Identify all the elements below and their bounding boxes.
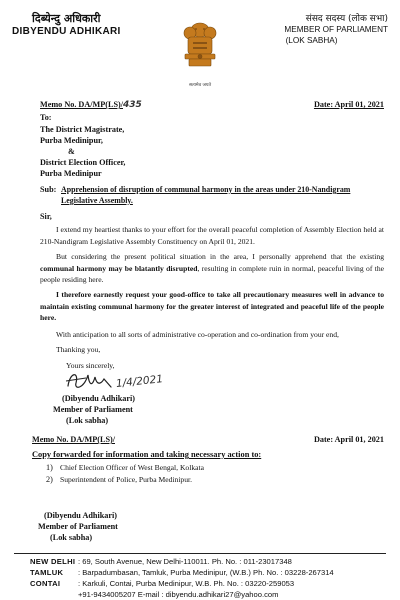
footer-divider xyxy=(14,553,386,554)
paragraph-4: With anticipation to all sorts of administrative co-operation and co-ordination from your end, xyxy=(56,330,339,339)
signature-name: (Dibyendu Adhikari) xyxy=(62,394,136,403)
recipient-to: To: xyxy=(40,113,52,122)
subject-label: Sub: xyxy=(40,185,57,194)
memo-number-text: Memo No. DA/MP(LS)/ xyxy=(40,100,123,109)
copy-item-1-number: 1) xyxy=(46,463,53,472)
signature-date-handwritten: 1/4/2021 xyxy=(115,373,164,390)
recipient-line-2: Purba Medinipur, xyxy=(40,136,103,145)
subject-line-1: Apprehension of disruption of communal harmony in the areas under 210-Nandigram xyxy=(61,185,351,194)
paragraph-3 xyxy=(40,289,384,324)
footer-label-new-delhi: NEW DELHI xyxy=(30,557,76,566)
recipient-line-4: District Election Officer, xyxy=(40,158,126,167)
header-title-line2: (LOK SABHA) xyxy=(285,36,338,45)
copy-item-2-text: Superintendent of Police, Purba Medinipur. xyxy=(60,475,193,484)
header-name-hindi: दिब्येन्दु अधिकारी xyxy=(32,12,101,25)
closing-line: Yours sincerely, xyxy=(66,361,115,370)
paragraph-2-end: , resulting in complete ruin in normal, peaceful living of the people residing here. xyxy=(40,263,385,285)
copy-item-1-text: Chief Election Officer of West Bengal, Kolkata xyxy=(60,463,204,472)
copy-memo-number: Memo No. DA/MP(LS)/ xyxy=(32,435,115,444)
footer-row-contai xyxy=(30,579,294,588)
copy-sign-title: Member of Parliament xyxy=(38,522,118,531)
copy-sign-name: (Dibyendu Adhikari) xyxy=(44,511,118,520)
signature xyxy=(64,367,116,393)
recipient-line-5: Purba Medinipur xyxy=(40,169,102,178)
paragraph-3-start: I therefore earnestly request your good-office to take all precautionary measures well in advance to xyxy=(56,290,384,299)
signature-title: Member of Parliament xyxy=(53,405,133,414)
thanking-line: Thanking you, xyxy=(56,345,101,354)
copy-item-2 xyxy=(46,474,192,485)
copy-memo-date: Date: April 01, 2021 xyxy=(313,435,384,444)
copy-item-2-number: 2) xyxy=(46,475,53,484)
memo-number-handwritten: 435 xyxy=(123,100,142,110)
footer-text-contai: : Karkuli, Contai, Purba Medinipur, W.B. Ph. No. : 03220-259053 xyxy=(78,579,295,588)
paragraph-2-emphasis: communal harmony may be blatantly disrupted xyxy=(40,263,198,273)
footer-text-tamluk: : Barpadumbasan, Tamluk, Purba Medinipur, (W.B.) Ph. No. : 03228-267314 xyxy=(78,568,334,577)
memo-number xyxy=(40,99,142,111)
emblem-motto: सत्यमेव जयते xyxy=(188,83,212,88)
paragraph-1: I extend my heartiest thanks to your effort for the overall peaceful completion of Assembly Election held at 210-Nandigram Legislative Assembly Constituency on April 01, 2021. xyxy=(40,225,384,246)
footer-label-contai: CONTAI xyxy=(30,579,61,588)
footer-row-tamluk xyxy=(30,568,334,577)
header-name-english: DIBYENDU ADHIKARI xyxy=(12,26,121,37)
paragraph-2 xyxy=(40,251,384,286)
footer-row-contact xyxy=(30,590,278,599)
national-emblem xyxy=(179,20,221,88)
paragraph-2-start: But considering the present political situation in the area, I personally apprehend that the existing xyxy=(56,252,384,261)
recipient-line-1: The District Magistrate, xyxy=(40,125,125,134)
memo-date: Date: April 01, 2021 xyxy=(313,100,384,109)
footer-label-tamluk: TAMLUK xyxy=(30,568,64,577)
signature-house: (Lok sabha) xyxy=(66,416,109,425)
copy-item-1 xyxy=(46,462,204,473)
footer-row-new-delhi xyxy=(30,557,292,566)
salutation: Sir, xyxy=(40,212,52,221)
header-title-line1: MEMBER OF PARLIAMENT xyxy=(284,25,388,34)
ashoka-emblem-icon xyxy=(179,20,221,82)
copy-heading: Copy forwarded for information and taking necessary action to: xyxy=(32,450,262,459)
footer-text-new-delhi: : 69, South Avenue, New Delhi-110011. Ph. No. : 011-23017348 xyxy=(78,557,292,566)
header-title-hindi: संसद सदस्य (लोक सभा) xyxy=(305,14,388,24)
subject-line-2: Legislative Assembly. xyxy=(61,196,133,205)
footer-text-contact: +91-9434005207 E-mail : dibyendu.adhikari27@yahoo.com xyxy=(78,590,279,599)
recipient-line-3: & xyxy=(68,147,75,156)
copy-sign-house: (Lok sabha) xyxy=(50,533,93,542)
paragraph-3-emphasis: maintain existing communal harmony for the greater interest of integrated and peaceful life of the people here. xyxy=(40,301,384,323)
handwritten-signature-icon xyxy=(64,367,116,393)
